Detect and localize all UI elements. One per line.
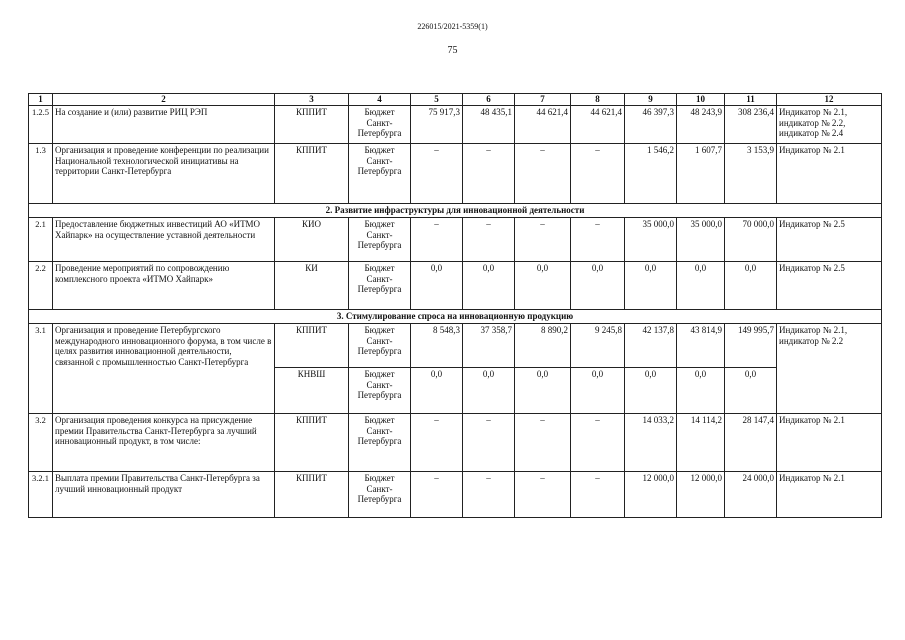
row-value: 0,0 bbox=[463, 367, 515, 413]
row-value: – bbox=[571, 143, 625, 203]
row-value: 12 000,0 bbox=[625, 471, 677, 517]
row-source: Бюджет Санкт-Петербурга bbox=[349, 217, 411, 261]
row-executor: КИ bbox=[275, 261, 349, 309]
row-value: 0,0 bbox=[515, 367, 571, 413]
table-header-row bbox=[29, 94, 882, 106]
row-value: 70 000,0 bbox=[725, 217, 777, 261]
row-indicator: Индикатор № 2.5 bbox=[777, 217, 882, 261]
row-value: 0,0 bbox=[411, 367, 463, 413]
row-value: 35 000,0 bbox=[625, 217, 677, 261]
row-value: 44 621,4 bbox=[571, 105, 625, 143]
row-name: На создание и (или) развитие РИЦ РЭП bbox=[53, 105, 275, 143]
row-value: 35 000,0 bbox=[677, 217, 725, 261]
row-source: Бюджет Санкт-Петербурга bbox=[349, 105, 411, 143]
row-source: Бюджет Санкт-Петербурга bbox=[349, 261, 411, 309]
row-value: 8 548,3 bbox=[411, 323, 463, 367]
row-value: – bbox=[411, 217, 463, 261]
row-value: 24 000,0 bbox=[725, 471, 777, 517]
row-indicator: Индикатор № 2.1 bbox=[777, 413, 882, 471]
row-value: – bbox=[571, 413, 625, 471]
section-row bbox=[29, 309, 882, 323]
row-value: 0,0 bbox=[725, 367, 777, 413]
row-value: 0,0 bbox=[571, 367, 625, 413]
row-value: 1 546,2 bbox=[625, 143, 677, 203]
row-executor: КППИТ bbox=[275, 143, 349, 203]
row-value: 46 397,3 bbox=[625, 105, 677, 143]
row-value: 48 435,1 bbox=[463, 105, 515, 143]
row-value: – bbox=[515, 217, 571, 261]
row-value: – bbox=[463, 217, 515, 261]
column-header: 8 bbox=[571, 94, 625, 106]
row-value: 0,0 bbox=[515, 261, 571, 309]
row-name: Организация и проведение конференции по реализации Национальной технологической инициативы на территории Санкт-Петербурга bbox=[53, 143, 275, 203]
row-value: 0,0 bbox=[571, 261, 625, 309]
row-value: 14 114,2 bbox=[677, 413, 725, 471]
document-number: 226015/2021-5359(1) bbox=[417, 22, 488, 31]
table-row bbox=[29, 471, 882, 517]
row-number: 1.2.5 bbox=[29, 105, 53, 143]
row-value: 14 033,2 bbox=[625, 413, 677, 471]
row-value: 75 917,3 bbox=[411, 105, 463, 143]
row-indicator: Индикатор № 2.5 bbox=[777, 261, 882, 309]
row-value: 1 607,7 bbox=[677, 143, 725, 203]
row-value: – bbox=[571, 217, 625, 261]
column-header: 9 bbox=[625, 94, 677, 106]
row-value: – bbox=[515, 413, 571, 471]
table-row bbox=[29, 323, 882, 367]
row-executor: КППИТ bbox=[275, 471, 349, 517]
row-value: 0,0 bbox=[625, 261, 677, 309]
column-header: 5 bbox=[411, 94, 463, 106]
row-indicator: Индикатор № 2.1 bbox=[777, 471, 882, 517]
column-header: 2 bbox=[53, 94, 275, 106]
table-row bbox=[29, 413, 882, 471]
row-executor: КППИТ bbox=[275, 105, 349, 143]
row-value: 0,0 bbox=[677, 261, 725, 309]
row-value: 37 358,7 bbox=[463, 323, 515, 367]
row-value: – bbox=[463, 413, 515, 471]
section-title: 3. Стимулирование спроса на инновационную продукцию bbox=[29, 309, 882, 323]
row-value: 42 137,8 bbox=[625, 323, 677, 367]
row-source: Бюджет Санкт-Петербурга bbox=[349, 143, 411, 203]
row-value: 3 153,9 bbox=[725, 143, 777, 203]
row-name: Предоставление бюджетных инвестиций АО «ИТМО Хайпарк» на осуществление уставной деятельности bbox=[53, 217, 275, 261]
row-source: Бюджет Санкт-Петербурга bbox=[349, 471, 411, 517]
row-value: 28 147,4 bbox=[725, 413, 777, 471]
table-row bbox=[29, 143, 882, 203]
column-header: 1 bbox=[29, 94, 53, 106]
row-value: – bbox=[571, 471, 625, 517]
row-value: 0,0 bbox=[677, 367, 725, 413]
row-name: Организация и проведение Петербургского международного инновационного форума, в том числе в целях развития инновационной деятельности, связанной с промышленностью Санкт-Петербурга bbox=[53, 323, 275, 413]
row-value: 44 621,4 bbox=[515, 105, 571, 143]
row-executor: КППИТ bbox=[275, 323, 349, 367]
table-row bbox=[29, 217, 882, 261]
row-indicator: Индикатор № 2.1, индикатор № 2.2 bbox=[777, 323, 882, 413]
row-value: – bbox=[515, 471, 571, 517]
row-value: – bbox=[463, 143, 515, 203]
column-header: 3 bbox=[275, 94, 349, 106]
row-value: – bbox=[515, 143, 571, 203]
row-value: 8 890,2 bbox=[515, 323, 571, 367]
row-source: Бюджет Санкт-Петербурга bbox=[349, 413, 411, 471]
row-value: 43 814,9 bbox=[677, 323, 725, 367]
section-row bbox=[29, 203, 882, 217]
column-header: 12 bbox=[777, 94, 882, 106]
row-number: 3.1 bbox=[29, 323, 53, 413]
row-value: – bbox=[411, 471, 463, 517]
row-indicator: Индикатор № 2.1, индикатор № 2.2, индикатор № 2.4 bbox=[777, 105, 882, 143]
row-value: 0,0 bbox=[411, 261, 463, 309]
row-value: 149 995,7 bbox=[725, 323, 777, 367]
column-header: 6 bbox=[463, 94, 515, 106]
column-header: 7 bbox=[515, 94, 571, 106]
program-table bbox=[28, 93, 882, 518]
row-number: 2.1 bbox=[29, 217, 53, 261]
row-number: 3.2.1 bbox=[29, 471, 53, 517]
row-executor: КИО bbox=[275, 217, 349, 261]
row-executor: КНВШ bbox=[275, 367, 349, 413]
row-name: Проведение мероприятий по сопровождению комплексного проекта «ИТМО Хайпарк» bbox=[53, 261, 275, 309]
column-header: 4 bbox=[349, 94, 411, 106]
row-indicator: Индикатор № 2.1 bbox=[777, 143, 882, 203]
row-source: Бюджет Санкт-Петербурга bbox=[349, 367, 411, 413]
row-name: Организация проведения конкурса на присуждение премии Правительства Санкт-Петербурга за лучший инновационный продукт, в том числе: bbox=[53, 413, 275, 471]
table-row bbox=[29, 105, 882, 143]
row-value: 0,0 bbox=[463, 261, 515, 309]
row-value: – bbox=[463, 471, 515, 517]
row-value: – bbox=[411, 143, 463, 203]
column-header: 10 bbox=[677, 94, 725, 106]
row-source: Бюджет Санкт-Петербурга bbox=[349, 323, 411, 367]
row-number: 2.2 bbox=[29, 261, 53, 309]
row-value: 308 236,4 bbox=[725, 105, 777, 143]
row-number: 1.3 bbox=[29, 143, 53, 203]
row-number: 3.2 bbox=[29, 413, 53, 471]
row-value: 12 000,0 bbox=[677, 471, 725, 517]
column-header: 11 bbox=[725, 94, 777, 106]
table-row bbox=[29, 261, 882, 309]
row-value: 9 245,8 bbox=[571, 323, 625, 367]
section-title: 2. Развитие инфраструктуры для инновационной деятельности bbox=[29, 203, 882, 217]
row-value: 0,0 bbox=[625, 367, 677, 413]
row-name: Выплата премии Правительства Санкт-Петербурга за лучший инновационный продукт bbox=[53, 471, 275, 517]
page-number: 75 bbox=[447, 45, 458, 56]
row-value: 48 243,9 bbox=[677, 105, 725, 143]
row-executor: КППИТ bbox=[275, 413, 349, 471]
row-value: – bbox=[411, 413, 463, 471]
row-value: 0,0 bbox=[725, 261, 777, 309]
